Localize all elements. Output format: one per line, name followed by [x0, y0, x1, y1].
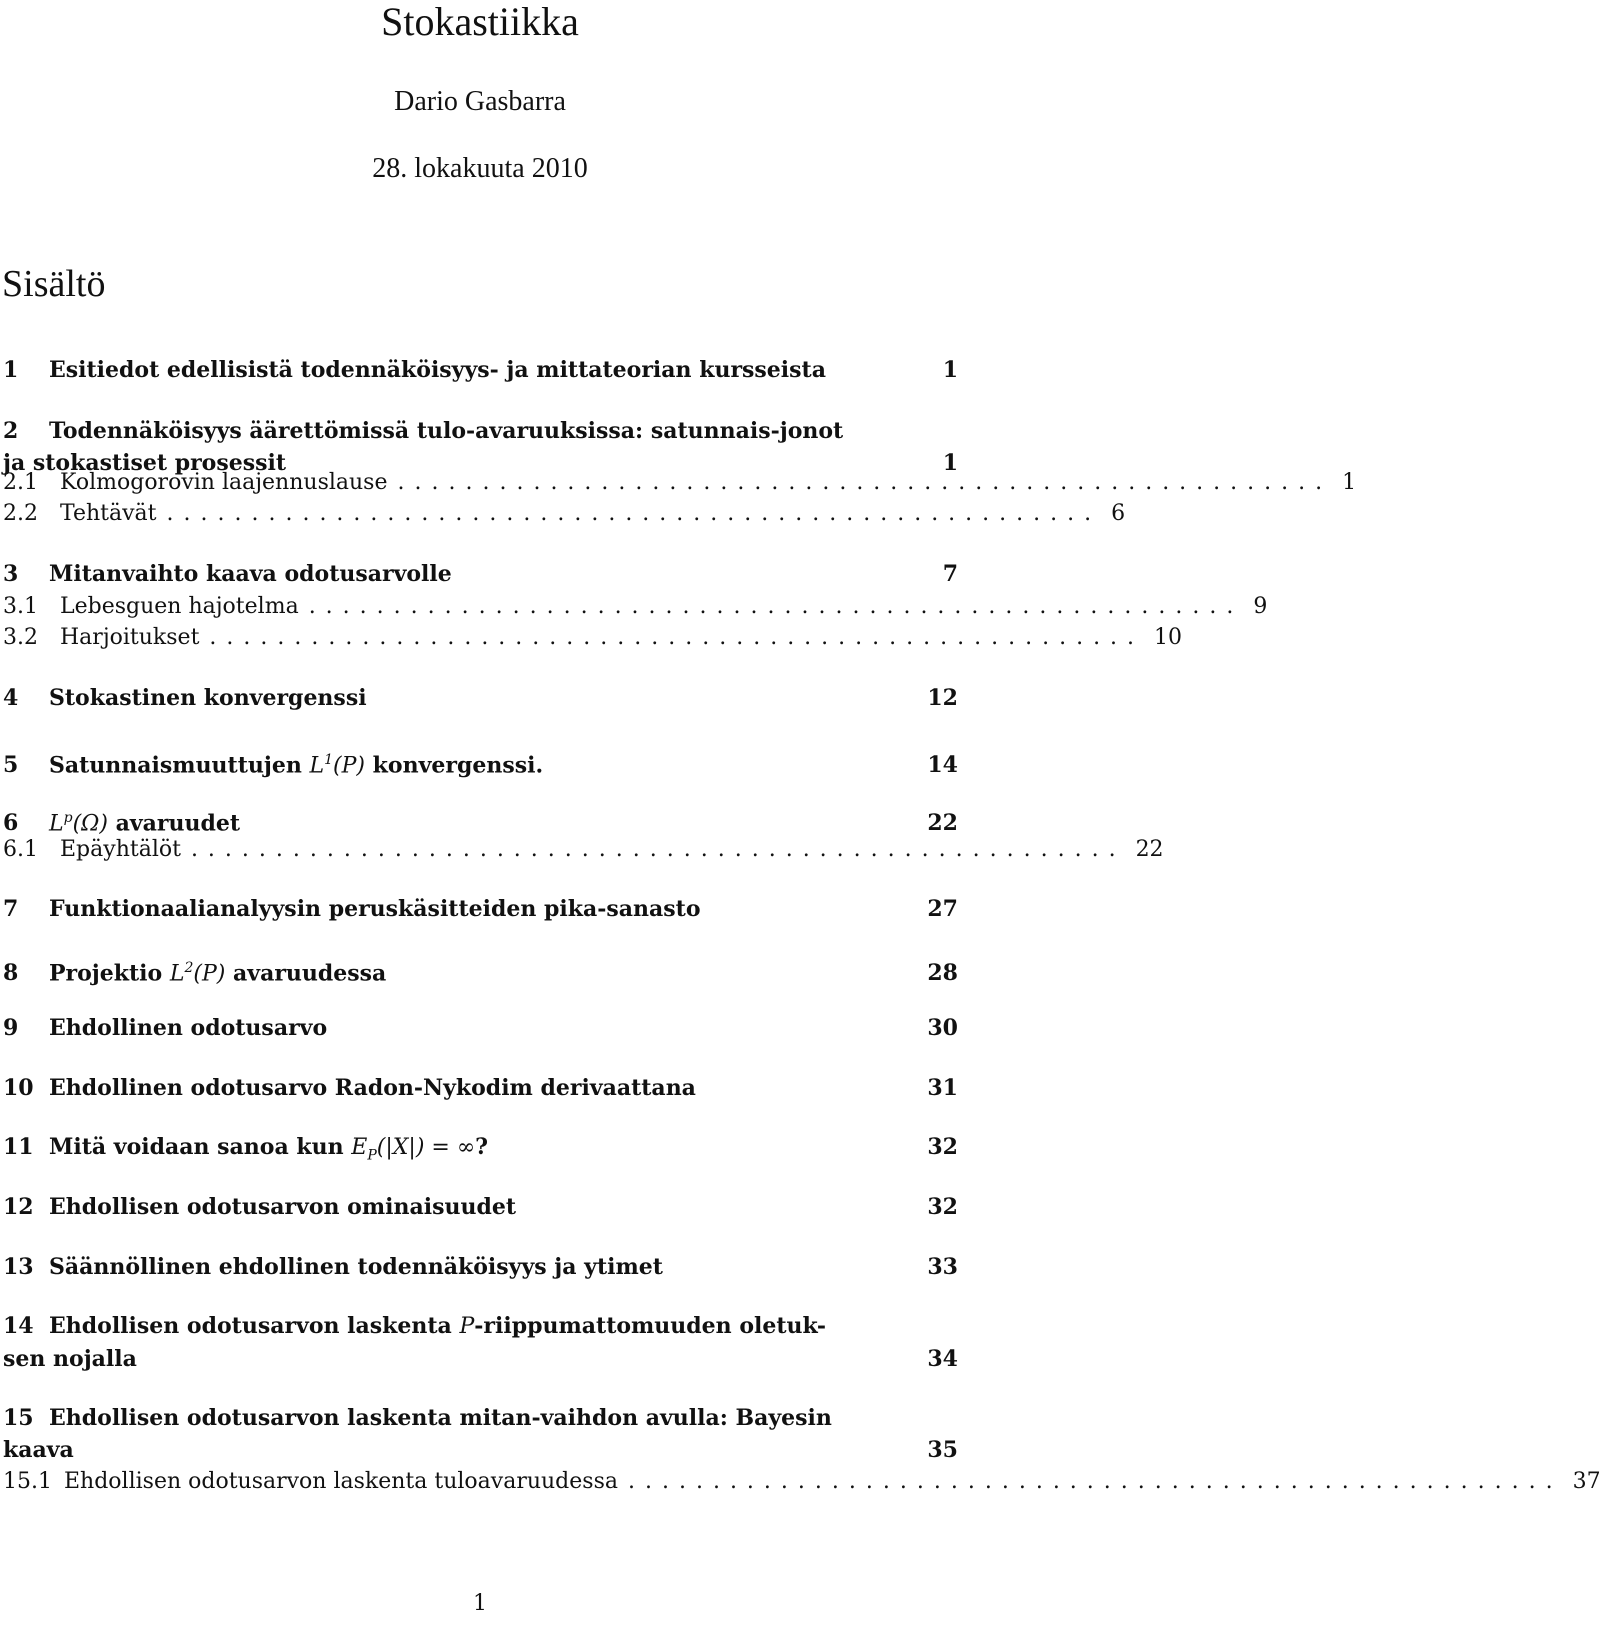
math-symbol: L	[49, 811, 64, 837]
toc-entry-number: 1	[3, 357, 19, 383]
toc-entry-number: 3.2	[3, 625, 38, 650]
toc-entry-number: 2.1	[3, 470, 38, 495]
toc-entry-number: 15.1	[3, 1469, 52, 1494]
toc-title-text: Ehdollisen odotusarvon laskenta	[49, 1313, 460, 1339]
toc-entry-page: 27	[927, 896, 958, 922]
toc-entry-10[interactable]	[3, 1072, 958, 1104]
toc-title-text: Projektio	[49, 960, 170, 987]
toc-entry-number: 4	[3, 685, 19, 711]
toc-entry-number: 3	[3, 561, 19, 587]
math-superscript: 1	[324, 752, 334, 768]
toc-entry-number: 7	[3, 896, 19, 922]
toc-entry-number: 6.1	[3, 837, 38, 862]
toc-entry-page: 22	[1135, 837, 1164, 862]
toc-entry-11[interactable]	[3, 1131, 958, 1171]
toc-entry-title-line1: Ehdollisen odotusarvon laskenta mitan-vaihdon avulla: Bayesin	[49, 1405, 832, 1431]
toc-entry-title-line1: Todennäköisyys äärettömissä tulo-avaruuksissa: satunnais-jonot	[49, 418, 844, 444]
toc-entry-number: 15	[3, 1405, 34, 1431]
toc-entry-7[interactable]	[3, 893, 958, 925]
toc-entry-title: Ehdollinen odotusarvo	[49, 1015, 328, 1041]
toc-entry-number: 11	[3, 1134, 34, 1160]
toc-entry-page: 1	[1342, 470, 1357, 495]
toc-entry-title-line2: kaava	[3, 1437, 74, 1463]
toc-entry-number: 10	[3, 1075, 34, 1101]
toc-entry-page: 33	[927, 1254, 958, 1280]
toc-entry-page: 32	[927, 1194, 958, 1220]
toc-leader-dots: .......................................................	[627, 1469, 1563, 1494]
toc-title-text: Satunnaismuuttujen	[49, 752, 310, 779]
toc-entry-title-line1	[49, 1310, 958, 1343]
toc-entry-number: 14	[3, 1313, 34, 1339]
toc-entry-title: Harjoitukset	[60, 625, 200, 650]
toc-entry-page: 37	[1572, 1469, 1601, 1494]
toc-entry-page: 14	[927, 752, 958, 779]
toc-entry-3-2[interactable]	[3, 622, 1183, 654]
toc-entry-12[interactable]	[3, 1191, 958, 1223]
toc-title-text: Mitä voidaan sanoa kun	[49, 1134, 352, 1160]
toc-entry-title: Ehdollinen odotusarvo Radon-Nykodim derivaattana	[49, 1075, 696, 1101]
toc-entry-page: 1	[942, 357, 958, 383]
document-title: Stokastiikka	[381, 0, 579, 44]
toc-entry-page: 34	[927, 1346, 958, 1372]
toc-entry-number: 9	[3, 1015, 19, 1041]
toc-entry-title: Kolmogorovin laajennuslause	[60, 470, 388, 495]
toc-entry-5[interactable]	[3, 744, 958, 782]
toc-leader-dots: .......................................................	[308, 594, 1244, 619]
toc-entry-number: 6	[3, 810, 19, 837]
math-subscript: P	[367, 1147, 377, 1164]
toc-entry-page: 35	[927, 1437, 958, 1463]
toc-title-text: avaruudet	[107, 810, 241, 837]
toc-entry-number: 2.2	[3, 501, 38, 526]
document-author: Dario Gasbarra	[394, 86, 566, 117]
toc-entry-number: 8	[3, 960, 19, 987]
toc-title-text: avaruudessa	[225, 960, 387, 987]
toc-entry-page: 30	[927, 1015, 958, 1041]
toc-entry-title	[49, 744, 927, 782]
math-symbol: L	[309, 753, 325, 779]
toc-entry-title: Säännöllinen ehdollinen todennäköisyys ja ytimet	[49, 1254, 663, 1280]
toc-heading: Sisältö	[2, 263, 106, 305]
toc-entry-title-line2: ja stokastiset prosessit	[3, 450, 287, 476]
toc-entry-3[interactable]	[3, 558, 958, 590]
document-date: 28. lokakuuta 2010	[372, 153, 588, 184]
toc-entry-title: Mitanvaihto kaava odotusarvolle	[49, 561, 452, 587]
toc-entry-number: 12	[3, 1194, 34, 1220]
toc-entry-15[interactable]	[3, 1402, 958, 1466]
toc-entry-number: 13	[3, 1254, 34, 1280]
toc-leader-dots: .......................................................	[166, 501, 1102, 526]
toc-entry-title-line2: sen nojalla	[3, 1346, 137, 1372]
toc-entry-9[interactable]	[3, 1012, 958, 1044]
math-superscript: 2	[184, 960, 194, 976]
toc-entry-page: 9	[1253, 594, 1268, 619]
toc-entry-8[interactable]	[3, 952, 958, 990]
math-expression: (Ω)	[72, 811, 108, 837]
toc-entry-page: 28	[927, 960, 958, 987]
math-symbol: L	[169, 961, 185, 987]
toc-entry-page: 1	[942, 450, 958, 476]
toc-title-text: ?	[475, 1134, 489, 1160]
toc-entry-2-2[interactable]	[3, 498, 1126, 530]
math-expression: (|X|) = ∞	[376, 1135, 476, 1160]
math-symbol: E	[351, 1135, 368, 1160]
toc-entry-14[interactable]	[3, 1310, 958, 1375]
toc-entry-number: 2	[3, 418, 19, 444]
toc-entry-page: 10	[1154, 625, 1183, 650]
toc-entry-title: Tehtävät	[60, 501, 157, 526]
math-expression: (P)	[333, 753, 365, 779]
toc-leader-dots: .......................................................	[209, 625, 1145, 650]
toc-entry-13[interactable]	[3, 1251, 958, 1283]
toc-entry-4[interactable]	[3, 682, 958, 714]
toc-entry-title: Lebesguen hajotelma	[60, 594, 299, 619]
toc-entry-3-1[interactable]	[3, 591, 1268, 623]
toc-entry-page: 6	[1111, 501, 1126, 526]
toc-entry-number: 3.1	[3, 594, 38, 619]
math-expression: (P)	[193, 961, 226, 987]
math-symbol: P	[459, 1314, 475, 1339]
toc-title-text: konvergenssi.	[365, 752, 544, 779]
toc-entry-title: Stokastinen konvergenssi	[49, 685, 367, 711]
toc-entry-title: Ehdollisen odotusarvon ominaisuudet	[49, 1194, 516, 1220]
toc-entry-6-1[interactable]	[3, 834, 1164, 866]
toc-entry-title: Funktionaalianalyysin peruskäsitteiden pika-sanasto	[49, 896, 701, 922]
toc-entry-title	[49, 952, 927, 990]
toc-entry-page: 7	[942, 561, 958, 587]
toc-entry-page: 31	[927, 1075, 958, 1101]
toc-leader-dots: .......................................................	[190, 837, 1126, 862]
toc-entry-15-1[interactable]	[3, 1466, 1601, 1498]
toc-entry-page: 32	[927, 1134, 958, 1160]
page-number: 1	[473, 1591, 487, 1616]
toc-entry-1[interactable]	[3, 354, 958, 386]
toc-entry-page: 22	[927, 810, 958, 837]
toc-entry-2-1[interactable]	[3, 467, 1357, 499]
toc-title-text: -riippumattomuuden oletuk-	[474, 1313, 826, 1339]
toc-entry-page: 12	[927, 685, 958, 711]
toc-entry-title: Epäyhtälöt	[60, 837, 181, 862]
toc-entry-title	[49, 1131, 927, 1171]
math-superscript: p	[63, 810, 73, 826]
toc-entry-title: Ehdollisen odotusarvon laskenta tuloavaruudessa	[63, 1469, 618, 1494]
toc-entry-number: 5	[3, 752, 19, 779]
toc-entry-title: Esitiedot edellisistä todennäköisyys- ja mittateorian kursseista	[49, 357, 826, 383]
toc-leader-dots: .......................................................	[397, 470, 1333, 495]
